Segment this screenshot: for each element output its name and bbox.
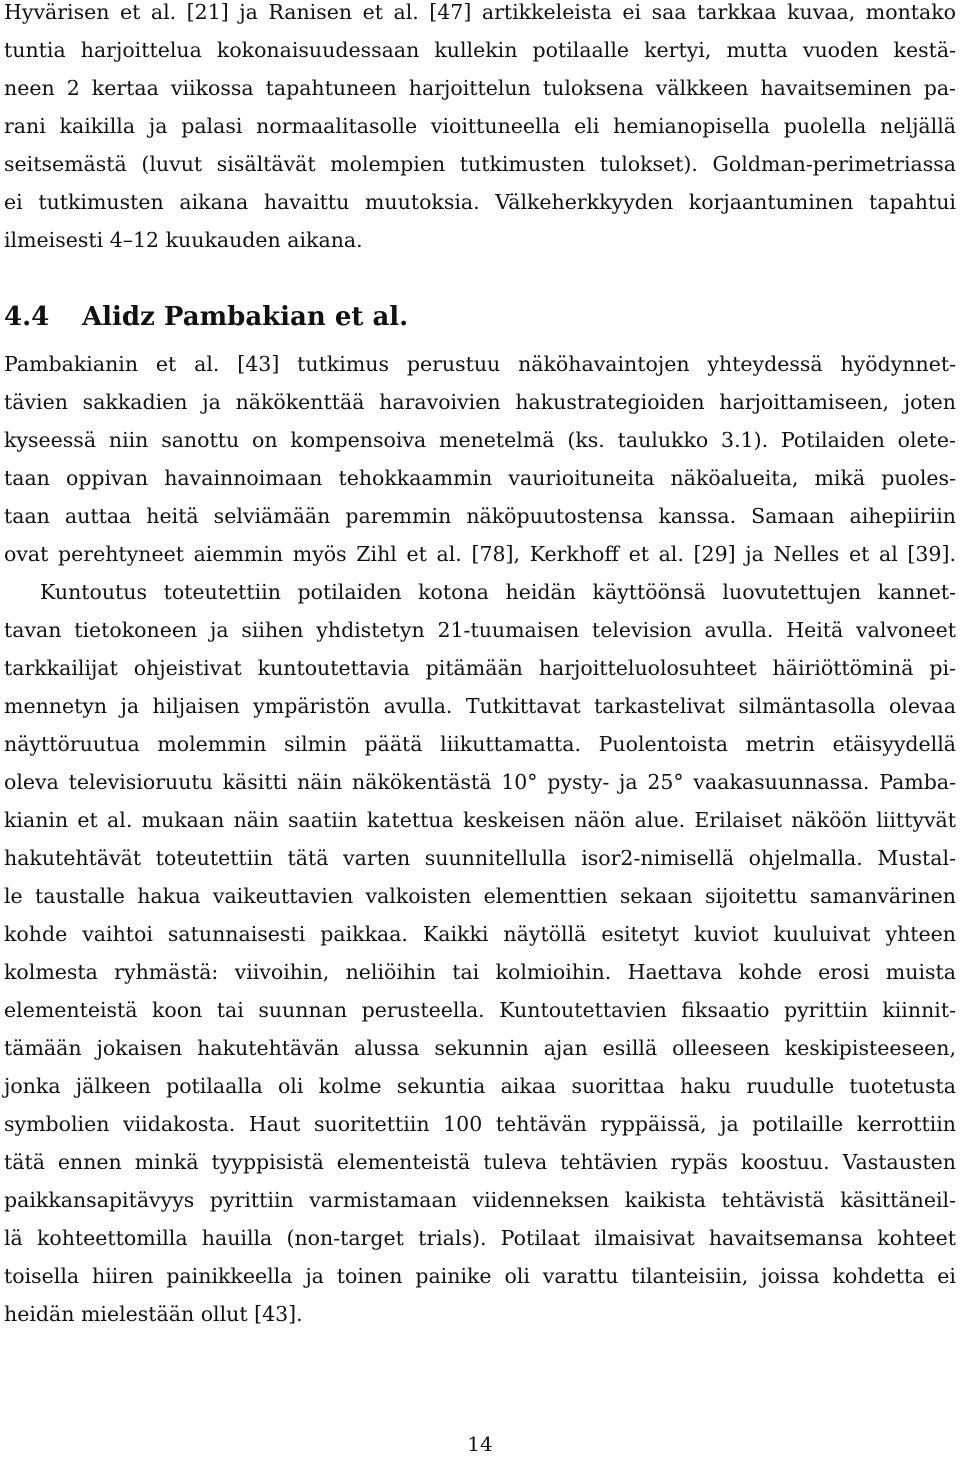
text-line: lä kohteettomilla hauilla (non-target trials). Potilaat ilmaisivat havaitsemansa kohteet — [4, 1226, 956, 1250]
text-line: seitsemästä (luvut sisältävät molempien tutkimusten tulokset). Goldman-perimetriassa — [4, 152, 956, 176]
text-line: jonka jälkeen potilaalla oli kolme sekuntia aikaa suorittaa haku ruudulle tuotetusta — [4, 1074, 956, 1098]
text-line: taan auttaa heitä selviämään paremmin näköpuutostensa kanssa. Samaan aihepiiriin — [4, 504, 956, 528]
text-line: paikkansapitävyys pyrittiin varmistamaan viidenneksen kaikista tehtävistä käsittäneil- — [4, 1188, 956, 1212]
text-line: tavan tietokoneen ja siihen yhdistetyn 21-tuumaisen television avulla. Heitä valvoneet — [4, 618, 956, 642]
text-line: tävien sakkadien ja näkökenttää haravoivien hakustrategioiden harjoittamiseen, joten — [4, 390, 956, 414]
text-line: rani kaikilla ja palasi normaalitasolle vioittuneella eli hemianopisella puolella neljällä — [4, 114, 956, 138]
paragraph-3 — [4, 573, 956, 1333]
paragraph-2 — [4, 345, 956, 573]
text-line: Kuntoutus toteutettiin potilaiden kotona heidän käyttöönsä luovutettujen kannet- — [40, 580, 956, 604]
text-line: taan oppivan havainnoimaan tehokkaammin vaurioituneita näköalueita, mikä puoles- — [4, 466, 956, 490]
text-line: kyseessä niin sanottu on kompensoiva menetelmä (ks. taulukko 3.1). Potilaiden olete- — [4, 428, 956, 452]
text-line: mennetyn ja hiljaisen ympäristön avulla. Tutkittavat tarkastelivat silmäntasolla olevaa — [4, 694, 956, 718]
text-line: Pambakianin et al. [43] tutkimus perustuu näköhavaintojen yhteydessä hyödynnet- — [4, 352, 956, 376]
text-line: oleva televisioruutu käsitti näin näkökentästä 10° pysty- ja 25° vaakasuunnassa. Pamba- — [4, 770, 956, 794]
text-line: kianin et al. mukaan näin saatiin katettua keskeisen näön alue. Erilaiset näköön liittyvät — [4, 808, 956, 832]
text-line: Hyvärisen et al. [21] ja Ranisen et al. [47] artikkeleista ei saa tarkkaa kuvaa, montako — [4, 0, 956, 24]
section-heading — [4, 297, 956, 337]
page-number: 14 — [467, 1432, 493, 1456]
text-line: ei tutkimusten aikana havaittu muutoksia. Välkeherkkyyden korjaantuminen tapahtui — [4, 190, 956, 214]
text-line: toisella hiiren painikkeella ja toinen painike oli varattu tilanteisiin, joissa kohdetta ei — [4, 1264, 956, 1288]
text-line: symbolien viidakosta. Haut suoritettiin 100 tehtävän ryppäissä, ja potilaille kerrottiin — [4, 1112, 956, 1136]
text-line: neen 2 kertaa viikossa tapahtuneen harjoittelun tuloksena välkkeen havaitseminen pa- — [4, 76, 956, 100]
section-title: Alidz Pambakian et al. — [82, 302, 409, 332]
text-line: näyttöruutua molemmin silmin päätä liikuttamatta. Puolentoista metrin etäisyydellä — [4, 732, 956, 756]
text-line: tarkkailijat ohjeistivat kuntoutettavia pitämään harjoitteluolosuhteet häiriöttöminä pi- — [4, 656, 956, 680]
text-line: elementeistä koon tai suunnan perusteella. Kuntoutettavien fiksaatio pyrittiin kiinnit- — [4, 998, 956, 1022]
text-line: hakutehtävät toteutettiin tätä varten suunnitellulla isor2-nimisellä ohjelmalla. Mustal- — [4, 846, 956, 870]
text-line: tämään jokaisen hakutehtävän alussa sekunnin ajan esillä olleeseen keskipisteeseen, — [4, 1036, 956, 1060]
page-body — [4, 0, 956, 1333]
text-line: tätä ennen minkä tyyppisistä elementeistä tuleva tehtävien rypäs koostuu. Vastausten — [4, 1150, 956, 1174]
text-line: kolmesta ryhmästä: viivoihin, neliöihin tai kolmioihin. Haettava kohde erosi muista — [4, 960, 956, 984]
text-line: heidän mielestään ollut [43]. — [4, 1302, 303, 1326]
text-line: tuntia harjoittelua kokonaisuudessaan kullekin potilaalle kertyi, mutta vuoden kestä- — [4, 38, 956, 62]
text-line: kohde vaihtoi satunnaisesti paikkaa. Kaikki näytöllä esitetyt kuviot kuuluivat yhteen — [4, 922, 956, 946]
section-number: 4.4 — [4, 302, 50, 332]
text-line: ovat perehtyneet aiemmin myös Zihl et al. [78], Kerkhoff et al. [29] ja Nelles et al [39]. — [4, 542, 956, 566]
text-line: le taustalle hakua vaikeuttavien valkoisten elementtien sekaan sijoitettu samanvärinen — [4, 884, 956, 908]
text-line: ilmeisesti 4–12 kuukauden aikana. — [4, 228, 363, 252]
paragraph-1 — [4, 0, 956, 259]
